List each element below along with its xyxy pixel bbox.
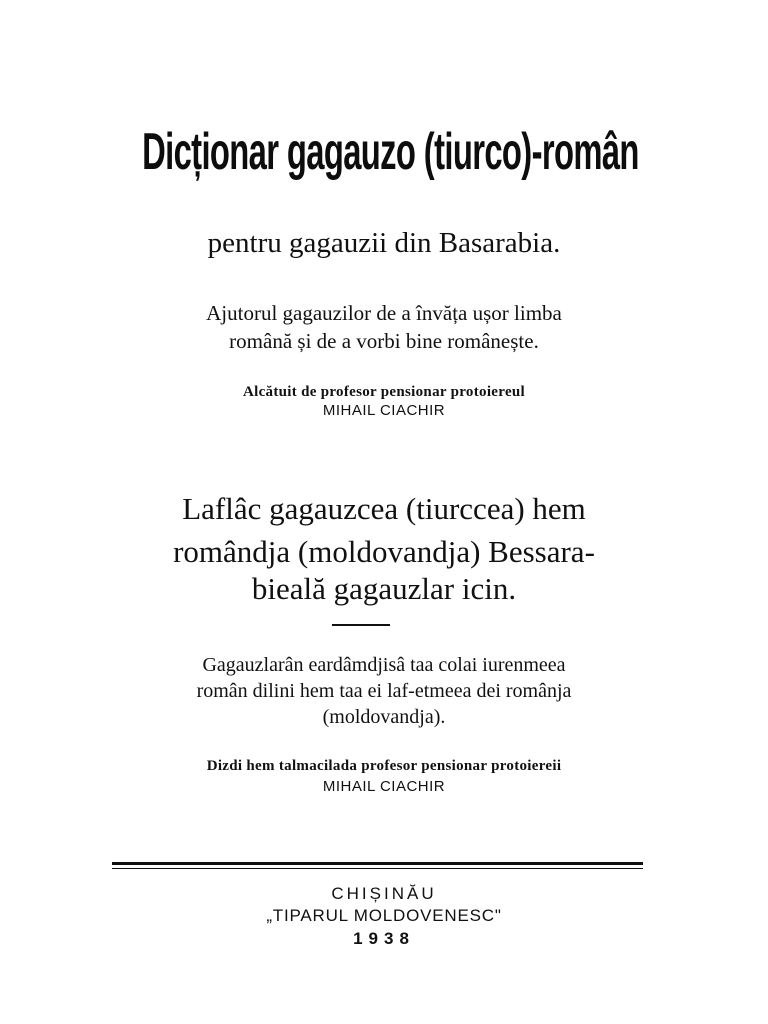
imprint-year: 1938 — [353, 929, 415, 948]
romanian-description-line-2: română și de a vorbi bine românește. — [229, 329, 539, 353]
gagauz-description-line-1: Gagauzlarân eardâmdjisâ taa colai iurenmeea — [202, 654, 566, 676]
gagauz-title-line-1: Laflâc gagauzcea (tiurccea) hem — [182, 491, 586, 526]
romanian-description-line-1: Ajutorul gagauzilor de a învăța ușor limba — [206, 301, 562, 325]
romanian-subtitle: pentru gagauzii din Basarabia. — [207, 227, 561, 259]
imprint-publisher: „TIPARUL MOLDOVENESC" — [266, 906, 502, 925]
gagauz-description-line-3: (moldovandja). — [322, 706, 446, 728]
gagauz-description-line-2: român dilini hem taa ei laf-etmeea dei românja — [196, 680, 572, 702]
imprint-city: CHIȘINĂU — [331, 884, 437, 903]
gagauz-title-line-2: romândja (moldovandja) Bessara- — [173, 534, 595, 569]
romanian-title: Dicționar gagauzo (tiurco)-român — [142, 123, 639, 181]
section-divider — [332, 624, 390, 626]
gagauz-credit: Dizdi hem talmacilada profesor pensionar protoiereii — [206, 758, 562, 774]
imprint-rule-thin — [112, 868, 643, 869]
romanian-credit: Alcătuit de profesor pensionar protoiereul — [242, 384, 526, 400]
gagauz-title-line-3: bieală gagauzlar icin. — [251, 571, 517, 606]
romanian-author: MIHAIL CIACHIR — [322, 402, 446, 419]
imprint-rule-thick — [112, 862, 643, 865]
gagauz-author: MIHAIL CIACHIR — [322, 778, 446, 795]
